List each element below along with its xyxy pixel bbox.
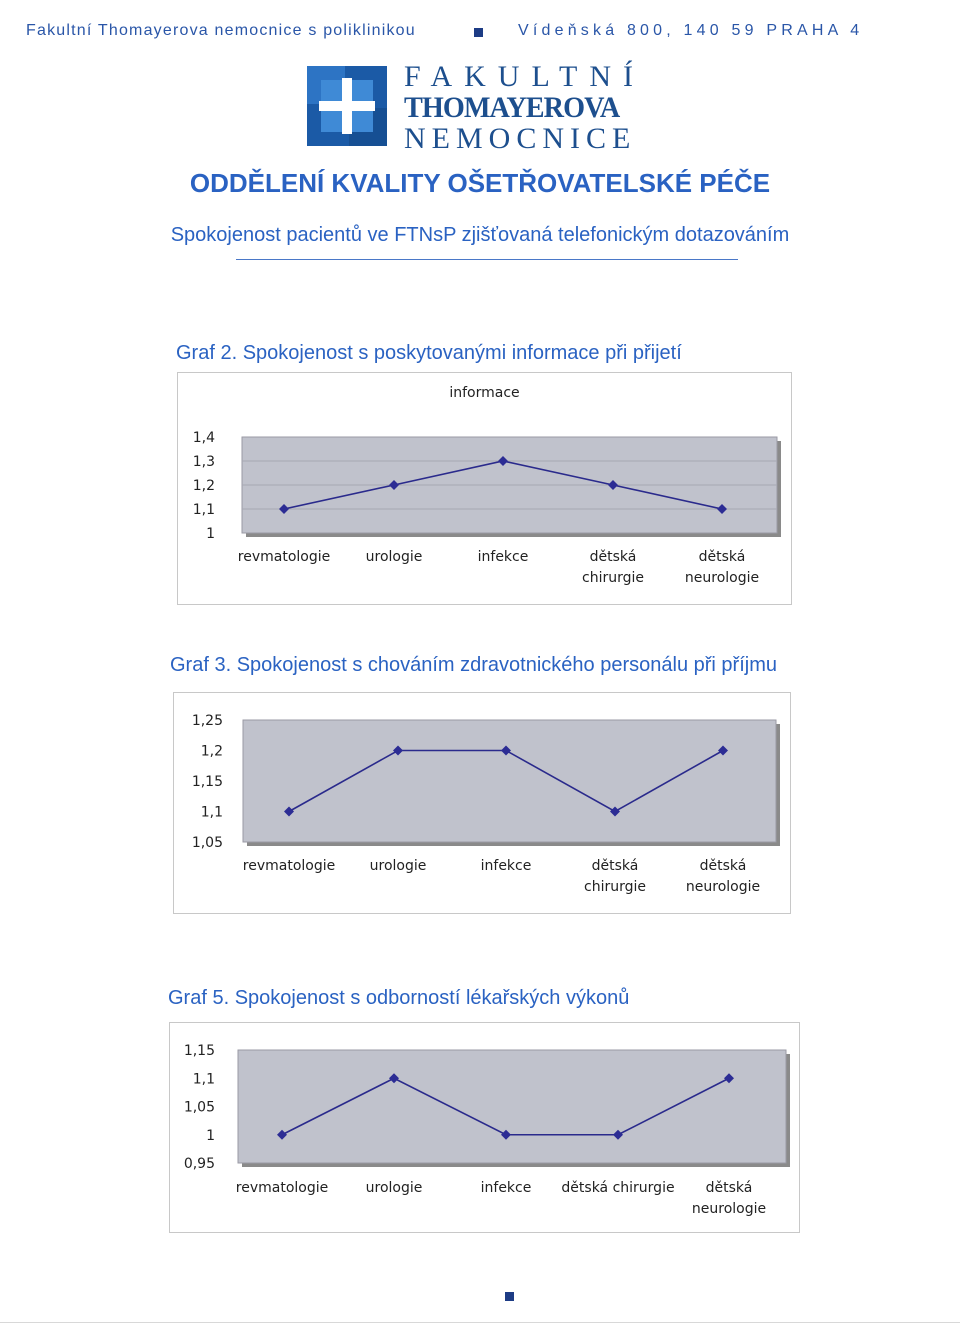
header-separator-square bbox=[474, 28, 483, 37]
graf-5-heading: Graf 5. Spokojenost s odborností lékařských výkonů bbox=[168, 987, 630, 1009]
y-tick-label: 1 bbox=[206, 526, 215, 542]
y-tick-label: 0,95 bbox=[183, 1156, 215, 1172]
y-tick-label: 1,05 bbox=[191, 835, 223, 851]
chart-graf-2 bbox=[177, 372, 792, 605]
y-tick-label: 1,1 bbox=[200, 804, 223, 821]
x-category-label: neurologie bbox=[684, 570, 760, 586]
y-tick-label: 1,4 bbox=[192, 430, 215, 446]
x-category-label: dětská bbox=[699, 858, 747, 874]
y-tick-label: 1,3 bbox=[192, 454, 215, 470]
y-tick-label: 1,1 bbox=[192, 502, 215, 518]
y-tick-label: 1,1 bbox=[192, 1071, 215, 1088]
subtitle-divider bbox=[236, 259, 738, 260]
graf-2-heading: Graf 2. Spokojenost s poskytovanými informace při přijetí bbox=[176, 342, 682, 364]
x-category-label: dětská bbox=[589, 549, 637, 565]
x-category-label: revmatologie bbox=[242, 858, 336, 874]
x-category-label: neurologie bbox=[691, 1201, 767, 1217]
hospital-logo-text bbox=[404, 62, 645, 154]
chart-graf-5 bbox=[169, 1022, 800, 1233]
x-category-label: urologie bbox=[369, 858, 427, 874]
footer-square bbox=[505, 1292, 514, 1301]
chart-1-svg bbox=[174, 693, 790, 913]
x-category-label: dětská bbox=[591, 858, 639, 874]
logo-line-fakultni: FAKULTNÍ bbox=[404, 60, 646, 93]
chart-2-svg bbox=[170, 1023, 799, 1232]
x-category-label: revmatologie bbox=[237, 549, 331, 565]
x-category-label: infekce bbox=[480, 858, 532, 874]
y-tick-label: 1 bbox=[206, 1127, 215, 1144]
header-address: Vídeňská 800, 140 59 PRAHA 4 bbox=[518, 22, 864, 39]
chart-0-svg bbox=[178, 373, 791, 604]
y-tick-label: 1,2 bbox=[192, 478, 215, 494]
x-category-label: urologie bbox=[365, 1180, 423, 1196]
plot-area bbox=[243, 720, 776, 842]
graf-3-heading: Graf 3. Spokojenost s chováním zdravotnického personálu při příjmu bbox=[170, 654, 777, 676]
page-subtitle: Spokojenost pacientů ve FTNsP zjišťovaná telefonickým dotazováním bbox=[170, 224, 790, 246]
y-tick-label: 1,05 bbox=[183, 1099, 215, 1116]
department-title: ODDĚLENÍ KVALITY OŠETŘOVATELSKÉ PÉČE bbox=[189, 168, 771, 198]
chart-graf-3 bbox=[173, 692, 791, 914]
footer-divider bbox=[0, 1322, 960, 1323]
x-category-label: chirurgie bbox=[582, 570, 644, 586]
x-category-label: dětská bbox=[698, 549, 746, 565]
y-tick-label: 1,2 bbox=[200, 743, 223, 760]
x-category-label: infekce bbox=[480, 1180, 532, 1196]
header-institution: Fakultní Thomayerova nemocnice s poliklinikou bbox=[26, 22, 416, 39]
logo-line-thomayerova: THOMAYEROVA bbox=[404, 91, 620, 124]
x-category-label: urologie bbox=[365, 549, 423, 565]
x-category-label: infekce bbox=[477, 549, 529, 565]
x-category-label: neurologie bbox=[685, 879, 761, 895]
blue-square-cross-icon bbox=[307, 66, 387, 146]
x-category-label: dětská bbox=[705, 1180, 753, 1196]
x-category-label: revmatologie bbox=[235, 1180, 329, 1196]
y-tick-label: 1,15 bbox=[191, 774, 223, 790]
plot-area bbox=[238, 1050, 786, 1163]
x-category-label: dětská chirurgie bbox=[561, 1180, 675, 1196]
chart-title: informace bbox=[449, 385, 520, 401]
y-tick-label: 1,25 bbox=[191, 713, 223, 729]
logo-line-nemocnice: NEMOCNICE bbox=[404, 122, 637, 155]
x-category-label: chirurgie bbox=[584, 879, 646, 895]
y-tick-label: 1,15 bbox=[183, 1043, 215, 1059]
